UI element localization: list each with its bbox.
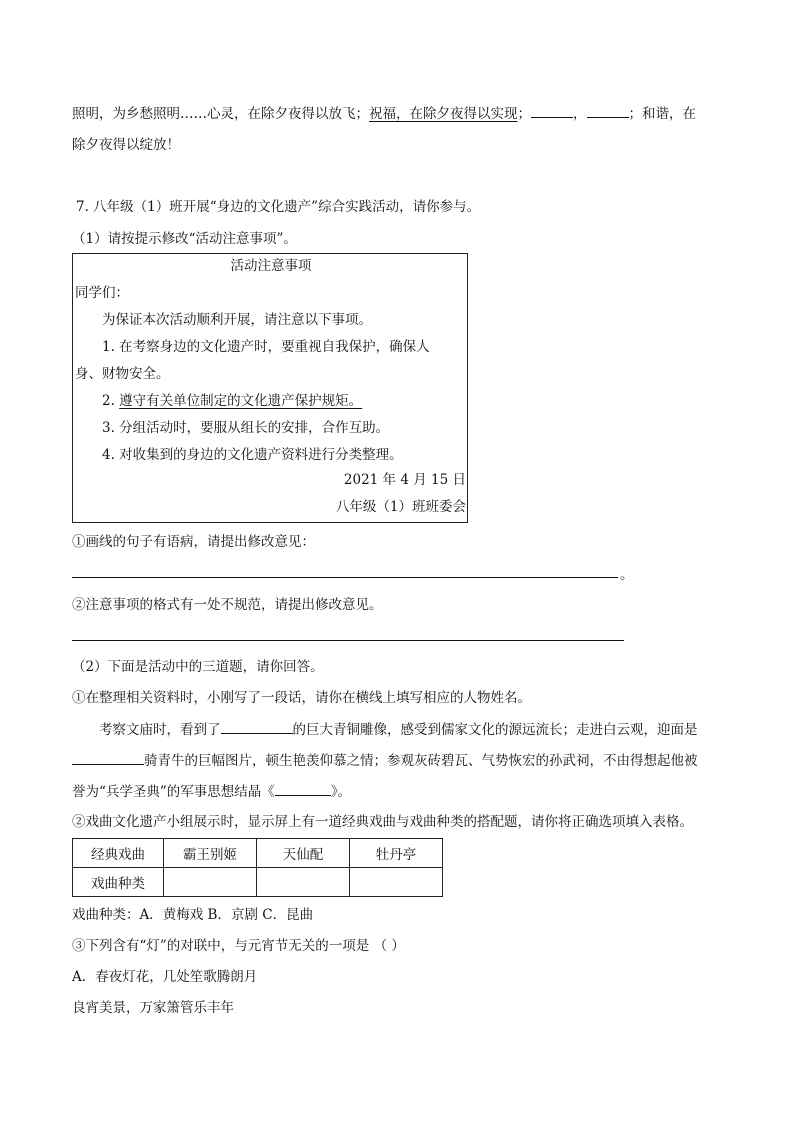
intro-comma: ， [573, 106, 587, 122]
table-answer-cell-2[interactable] [257, 868, 350, 897]
paragraph-line-2 [72, 750, 698, 771]
question-7-title: 7. 八年级（1）班开展“身边的文化遗产”综合实践活动，请你参与。 [76, 199, 481, 215]
notice-item-1: 1. 在考察身边的文化遗产时，要重视自我保护，确保人 [102, 339, 430, 355]
paragraph-text-3a: 誉为“兵学圣典”的军事思想结晶《 [72, 784, 275, 800]
option-a-continued: 良宵美景，万家箫管乐丰年 [72, 1000, 234, 1016]
answer-line-1-period: 。 [620, 567, 634, 583]
part1-prompt: （1）请按提示修改“活动注意事项”。 [72, 231, 297, 247]
paragraph-text-3b: 》。 [330, 784, 352, 800]
notice-signer: 八年级（1）班班委会 [335, 499, 466, 515]
notice-item-2 [102, 391, 362, 411]
table-cell-opera-1: 霸王别姬 [164, 839, 257, 868]
table-header-classic-opera: 经典戏曲 [73, 839, 164, 868]
intro-line-2: 除夕夜得以绽放！ [72, 137, 180, 153]
intro-text-b: ；和谐，在 [628, 106, 696, 122]
paragraph-text-2: 骑青牛的巨幅图片，顿生艳羡仰慕之情；参观灰砖碧瓦、气势恢宏的孙武祠，不由得想起他被 [144, 753, 698, 769]
intro-text-a: 照明，为乡愁照明……心灵，在除夕夜得以放飞； [72, 106, 369, 122]
table-answer-cell-1[interactable] [164, 868, 257, 897]
part2-prompt: （2）下面是活动中的三道题，请你回答。 [72, 659, 324, 675]
notice-date: 2021 年 4 月 15 日 [343, 472, 466, 488]
paragraph-text-1b: 的巨大青铜雕像，感受到儒家文化的源远流长；走进白云观，迎面是 [292, 722, 698, 738]
intro-line-1 [72, 103, 696, 124]
answer-line-2[interactable] [72, 640, 624, 641]
book-title-blank[interactable] [275, 781, 331, 796]
paragraph-line-1 [99, 719, 698, 740]
intro-blank-1[interactable] [531, 103, 573, 118]
paragraph-text-1a: 考察文庙时，看到了 [99, 722, 221, 738]
notice-item-4: 4. 对收集到的身边的文化遗产资料进行分类整理。 [102, 447, 403, 463]
name-blank-1[interactable] [221, 719, 293, 734]
part1-q2: ②注意事项的格式有一处不规范，请提出修改意见。 [72, 597, 383, 613]
table-row-types [73, 868, 443, 897]
part2-q2: ②戏曲文化遗产小组展示时，显示屏上有一道经典戏曲与戏曲种类的搭配题，请你将正确选项填入表格。 [72, 814, 693, 830]
table-answer-cell-3[interactable] [350, 868, 443, 897]
table-row-operas [73, 839, 443, 868]
intro-blank-2[interactable] [587, 103, 629, 118]
part1-q1: ①画线的句子有语病，请提出修改意见： [72, 534, 315, 550]
table-cell-opera-3: 牡丹亭 [350, 839, 443, 868]
notice-item-3: 3. 分组活动时，要服从组长的安排，合作互助。 [102, 420, 390, 436]
part2-q1: ①在整理相关资料时，小刚写了一段话，请你在横线上填写相应的人物姓名。 [72, 690, 531, 706]
paragraph-line-3 [72, 781, 351, 802]
intro-separator: ； [517, 106, 531, 122]
notice-item-2-number: 2. [102, 393, 120, 409]
option-a: A．春夜灯花，几处笙歌腾朗月 [72, 969, 258, 985]
notice-heading: 活动注意事项 [230, 258, 312, 274]
notice-intro: 为保证本次活动顺利开展，请注意以下事项。 [102, 312, 372, 328]
opera-type-options: 戏曲种类：A．黄梅戏 B．京剧 C．昆曲 [72, 907, 314, 923]
table-header-opera-type: 戏曲种类 [73, 868, 164, 897]
name-blank-2[interactable] [72, 750, 144, 765]
notice-item-2-underlined: 遵守有关单位制定的文化遗产保护规矩。 [119, 393, 363, 409]
opera-matching-table [72, 838, 443, 897]
notice-box [72, 253, 468, 523]
intro-underlined-text: 祝福，在除夕夜得以实现 [369, 106, 518, 122]
part2-q3: ③下列含有“灯”的对联中，与元宵节无关的一项是 （ ） [72, 938, 405, 954]
notice-item-1-cont: 身、财物安全。 [75, 366, 170, 382]
answer-line-1[interactable] [72, 577, 618, 578]
notice-greeting: 同学们： [75, 285, 129, 301]
table-cell-opera-2: 天仙配 [257, 839, 350, 868]
